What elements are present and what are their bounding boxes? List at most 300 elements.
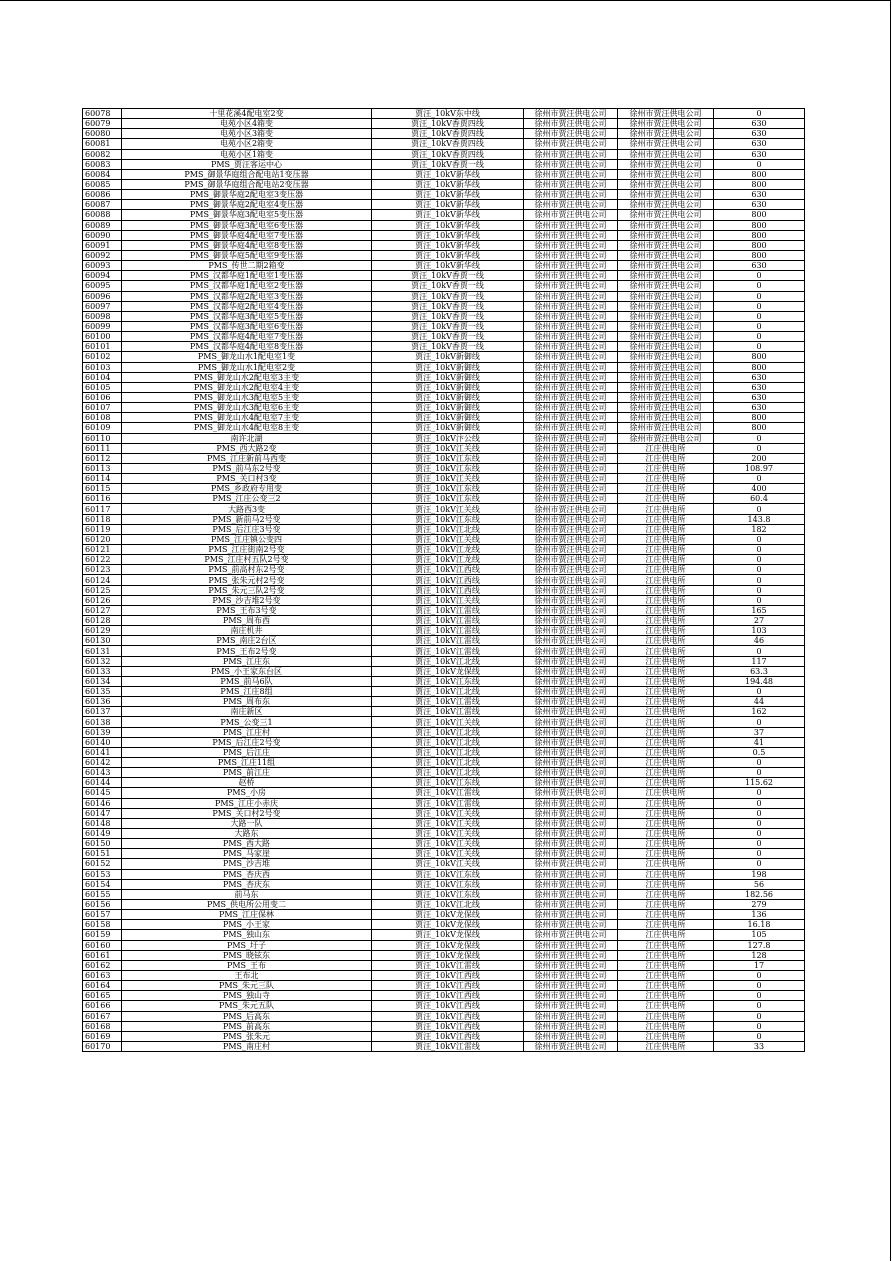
capacity-cell: 63.3 [714, 666, 805, 676]
table-row [83, 129, 805, 139]
supply-company-cell: 徐州市贾汪供电公司 [524, 747, 618, 757]
transformer-table-sheet [82, 108, 804, 1052]
supply-company-cell: 徐州市贾汪供电公司 [524, 311, 618, 321]
station-name-cell: PMS_乡政府专用变 [122, 484, 372, 494]
capacity-cell: 800 [714, 230, 805, 240]
supply-company-cell: 徐州市贾汪供电公司 [524, 534, 618, 544]
supply-company-cell: 徐州市贾汪供电公司 [524, 342, 618, 352]
table-row [83, 382, 805, 392]
supply-company-cell: 徐州市贾汪供电公司 [524, 555, 618, 565]
capacity-cell: 0 [714, 839, 805, 849]
capacity-cell: 108.97 [714, 463, 805, 473]
operating-unit-cell: 徐州市贾汪供电公司 [618, 372, 714, 382]
station-name-cell: PMS_江庄新前马西变 [122, 453, 372, 463]
station-name-cell: PMS_南庄2台区 [122, 636, 372, 646]
supply-company-cell: 徐州市贾汪供电公司 [524, 687, 618, 697]
capacity-cell: 630 [714, 372, 805, 382]
station-name-cell: PMS_小房 [122, 788, 372, 798]
supply-company-cell: 徐州市贾汪供电公司 [524, 656, 618, 666]
capacity-cell: 0 [714, 291, 805, 301]
row-id-cell: 60125 [83, 585, 122, 595]
feeder-line-cell: 贾汪_10kV新御线 [372, 372, 524, 382]
operating-unit-cell: 徐州市贾汪供电公司 [618, 332, 714, 342]
supply-company-cell: 徐州市贾汪供电公司 [524, 332, 618, 342]
supply-company-cell: 徐州市贾汪供电公司 [524, 737, 618, 747]
table-row [83, 463, 805, 473]
row-id-cell: 60089 [83, 220, 122, 230]
operating-unit-cell: 江庄供电所 [618, 707, 714, 717]
table-row [83, 200, 805, 210]
feeder-line-cell: 贾汪_10kV新御线 [372, 403, 524, 413]
supply-company-cell: 徐州市贾汪供电公司 [524, 778, 618, 788]
row-id-cell: 60146 [83, 798, 122, 808]
table-row [83, 169, 805, 179]
table-row [83, 230, 805, 240]
operating-unit-cell: 江庄供电所 [618, 687, 714, 697]
station-name-cell: PMS_御景华庭4配电室8变压器 [122, 240, 372, 250]
feeder-line-cell: 贾汪_10kV江关线 [372, 808, 524, 818]
row-id-cell: 60155 [83, 889, 122, 899]
station-name-cell: PMS_汉都华庭4配电室7变压器 [122, 332, 372, 342]
capacity-cell: 136 [714, 910, 805, 920]
operating-unit-cell: 徐州市贾汪供电公司 [618, 403, 714, 413]
supply-company-cell: 徐州市贾汪供电公司 [524, 818, 618, 828]
capacity-cell: 200 [714, 453, 805, 463]
feeder-line-cell: 贾汪_10kV江东线 [372, 463, 524, 473]
feeder-line-cell: 贾汪_10kV江东线 [372, 889, 524, 899]
capacity-cell: 0 [714, 504, 805, 514]
station-name-cell: 大路西3变 [122, 504, 372, 514]
capacity-cell: 194.48 [714, 676, 805, 686]
row-id-cell: 60106 [83, 392, 122, 402]
capacity-cell: 0 [714, 575, 805, 585]
operating-unit-cell: 江庄供电所 [618, 849, 714, 859]
supply-company-cell: 徐州市贾汪供电公司 [524, 1031, 618, 1041]
feeder-line-cell: 贾汪_10kV江雷线 [372, 798, 524, 808]
supply-company-cell: 徐州市贾汪供电公司 [524, 981, 618, 991]
station-name-cell: PMS_西大路 [122, 839, 372, 849]
supply-company-cell: 徐州市贾汪供电公司 [524, 200, 618, 210]
operating-unit-cell: 江庄供电所 [618, 443, 714, 453]
operating-unit-cell: 江庄供电所 [618, 818, 714, 828]
table-row [83, 636, 805, 646]
station-name-cell: PMS_汉都华庭2配电室4变压器 [122, 301, 372, 311]
feeder-line-cell: 贾汪_10kV香贾一线 [372, 342, 524, 352]
supply-company-cell: 徐州市贾汪供电公司 [524, 626, 618, 636]
supply-company-cell: 徐州市贾汪供电公司 [524, 646, 618, 656]
row-id-cell: 60091 [83, 240, 122, 250]
feeder-line-cell: 贾汪_10kV江雷线 [372, 960, 524, 970]
operating-unit-cell: 江庄供电所 [618, 758, 714, 768]
feeder-line-cell: 贾汪_10kV江关线 [372, 818, 524, 828]
feeder-line-cell: 贾汪_10kV江西线 [372, 970, 524, 980]
feeder-line-cell: 贾汪_10kV江关线 [372, 849, 524, 859]
feeder-line-cell: 贾汪_10kV江雷线 [372, 636, 524, 646]
table-row [83, 1011, 805, 1021]
feeder-line-cell: 贾汪_10kV香贾一线 [372, 281, 524, 291]
operating-unit-cell: 江庄供电所 [618, 981, 714, 991]
feeder-line-cell: 贾汪_10kV龙保线 [372, 940, 524, 950]
station-name-cell: PMS_御龙山水3配电室6主变 [122, 403, 372, 413]
table-row [83, 970, 805, 980]
row-id-cell: 60093 [83, 261, 122, 271]
supply-company-cell: 徐州市贾汪供电公司 [524, 676, 618, 686]
station-name-cell: PMS_朱元三队 [122, 981, 372, 991]
table-row [83, 453, 805, 463]
row-id-cell: 60149 [83, 828, 122, 838]
feeder-line-cell: 贾汪_10kV江北线 [372, 747, 524, 757]
table-row [83, 697, 805, 707]
row-id-cell: 60135 [83, 687, 122, 697]
table-row [83, 261, 805, 271]
table-row [83, 859, 805, 869]
station-name-cell: PMS_江庄公变三2 [122, 494, 372, 504]
feeder-line-cell: 贾汪_10kV江北线 [372, 768, 524, 778]
table-row [83, 119, 805, 129]
capacity-cell: 27 [714, 616, 805, 626]
station-name-cell: PMS_贾汪客运中心 [122, 159, 372, 169]
table-row [83, 352, 805, 362]
supply-company-cell: 徐州市贾汪供电公司 [524, 717, 618, 727]
operating-unit-cell: 徐州市贾汪供电公司 [618, 159, 714, 169]
operating-unit-cell: 江庄供电所 [618, 808, 714, 818]
operating-unit-cell: 徐州市贾汪供电公司 [618, 413, 714, 423]
row-id-cell: 60088 [83, 210, 122, 220]
feeder-line-cell: 贾汪_10kV新华线 [372, 210, 524, 220]
table-row [83, 555, 805, 565]
feeder-line-cell: 贾汪_10kV江东线 [372, 869, 524, 879]
table-row [83, 534, 805, 544]
capacity-cell: 400 [714, 484, 805, 494]
station-name-cell: PMS_御龙山水4配电室7主变 [122, 413, 372, 423]
operating-unit-cell: 江庄供电所 [618, 585, 714, 595]
supply-company-cell: 徐州市贾汪供电公司 [524, 950, 618, 960]
row-id-cell: 60120 [83, 534, 122, 544]
feeder-line-cell: 贾汪_10kV江关线 [372, 595, 524, 605]
operating-unit-cell: 徐州市贾汪供电公司 [618, 301, 714, 311]
feeder-line-cell: 贾汪_10kV江西线 [372, 575, 524, 585]
table-row [83, 666, 805, 676]
table-row [83, 605, 805, 615]
supply-company-cell: 徐州市贾汪供电公司 [524, 463, 618, 473]
capacity-cell: 56 [714, 879, 805, 889]
operating-unit-cell: 江庄供电所 [618, 697, 714, 707]
operating-unit-cell: 江庄供电所 [618, 605, 714, 615]
operating-unit-cell: 江庄供电所 [618, 727, 714, 737]
operating-unit-cell: 江庄供电所 [618, 524, 714, 534]
supply-company-cell: 徐州市贾汪供电公司 [524, 403, 618, 413]
station-name-cell: PMS_后高东 [122, 1011, 372, 1021]
table-row [83, 423, 805, 433]
feeder-line-cell: 贾汪_10kV新御线 [372, 382, 524, 392]
station-name-cell: PMS_御景华庭2配电室4变压器 [122, 200, 372, 210]
row-id-cell: 60126 [83, 595, 122, 605]
table-row [83, 788, 805, 798]
row-id-cell: 60129 [83, 626, 122, 636]
supply-company-cell: 徐州市贾汪供电公司 [524, 433, 618, 443]
supply-company-cell: 徐州市贾汪供电公司 [524, 859, 618, 869]
row-id-cell: 60160 [83, 940, 122, 950]
row-id-cell: 60092 [83, 250, 122, 260]
station-name-cell: PMS_后江庄2号变 [122, 737, 372, 747]
table-row [83, 778, 805, 788]
supply-company-cell: 徐州市贾汪供电公司 [524, 808, 618, 818]
row-id-cell: 60132 [83, 656, 122, 666]
capacity-cell: 800 [714, 179, 805, 189]
supply-company-cell: 徐州市贾汪供电公司 [524, 281, 618, 291]
capacity-cell: 162 [714, 707, 805, 717]
station-name-cell: PMS_汉都华庭3配电室6变压器 [122, 321, 372, 331]
feeder-line-cell: 贾汪_10kV香贾一线 [372, 271, 524, 281]
row-id-cell: 60108 [83, 413, 122, 423]
station-name-cell: PMS_前高村东2号变 [122, 565, 372, 575]
station-name-cell: PMS_后江庄 [122, 747, 372, 757]
supply-company-cell: 徐州市贾汪供电公司 [524, 109, 618, 119]
station-name-cell: PMS_后江庄3号变 [122, 524, 372, 534]
supply-company-cell: 徐州市贾汪供电公司 [524, 940, 618, 950]
station-name-cell: PMS_传世二期2箱变 [122, 261, 372, 271]
supply-company-cell: 徐州市贾汪供电公司 [524, 879, 618, 889]
capacity-cell: 0 [714, 271, 805, 281]
supply-company-cell: 徐州市贾汪供电公司 [524, 585, 618, 595]
row-id-cell: 60143 [83, 768, 122, 778]
feeder-line-cell: 贾汪_10kV江雷线 [372, 646, 524, 656]
table-row [83, 828, 805, 838]
feeder-line-cell: 贾汪_10kV香贾四线 [372, 119, 524, 129]
supply-company-cell: 徐州市贾汪供电公司 [524, 372, 618, 382]
station-name-cell: PMS_前马东2号变 [122, 463, 372, 473]
feeder-line-cell: 贾汪_10kV江关线 [372, 504, 524, 514]
supply-company-cell: 徐州市贾汪供电公司 [524, 910, 618, 920]
capacity-cell: 198 [714, 869, 805, 879]
supply-company-cell: 徐州市贾汪供电公司 [524, 636, 618, 646]
capacity-cell: 182 [714, 524, 805, 534]
operating-unit-cell: 江庄供电所 [618, 889, 714, 899]
row-id-cell: 60124 [83, 575, 122, 585]
row-id-cell: 60148 [83, 818, 122, 828]
station-name-cell: PMS_杏庆西 [122, 869, 372, 879]
row-id-cell: 60162 [83, 960, 122, 970]
row-id-cell: 60141 [83, 747, 122, 757]
capacity-cell: 0 [714, 1031, 805, 1041]
operating-unit-cell: 江庄供电所 [618, 839, 714, 849]
row-id-cell: 60111 [83, 443, 122, 453]
feeder-line-cell: 贾汪_10kV香贾一线 [372, 332, 524, 342]
row-id-cell: 60157 [83, 910, 122, 920]
operating-unit-cell: 徐州市贾汪供电公司 [618, 362, 714, 372]
supply-company-cell: 徐州市贾汪供电公司 [524, 382, 618, 392]
operating-unit-cell: 江庄供电所 [618, 1031, 714, 1041]
feeder-line-cell: 贾汪_10kV江关线 [372, 828, 524, 838]
operating-unit-cell: 徐州市贾汪供电公司 [618, 169, 714, 179]
table-row [83, 332, 805, 342]
capacity-cell: 630 [714, 403, 805, 413]
table-row [83, 291, 805, 301]
row-id-cell: 60116 [83, 494, 122, 504]
supply-company-cell: 徐州市贾汪供电公司 [524, 159, 618, 169]
table-row [83, 342, 805, 352]
capacity-cell: 630 [714, 129, 805, 139]
supply-company-cell: 徐州市贾汪供电公司 [524, 707, 618, 717]
operating-unit-cell: 徐州市贾汪供电公司 [618, 220, 714, 230]
station-name-cell: PMS_前江庄 [122, 768, 372, 778]
row-id-cell: 60138 [83, 717, 122, 727]
operating-unit-cell: 徐州市贾汪供电公司 [618, 281, 714, 291]
table-body [83, 109, 805, 1052]
supply-company-cell: 徐州市贾汪供电公司 [524, 839, 618, 849]
supply-company-cell: 徐州市贾汪供电公司 [524, 230, 618, 240]
supply-company-cell: 徐州市贾汪供电公司 [524, 352, 618, 362]
capacity-cell: 630 [714, 382, 805, 392]
operating-unit-cell: 江庄供电所 [618, 778, 714, 788]
row-id-cell: 60080 [83, 129, 122, 139]
operating-unit-cell: 徐州市贾汪供电公司 [618, 382, 714, 392]
operating-unit-cell: 徐州市贾汪供电公司 [618, 250, 714, 260]
capacity-cell: 0.5 [714, 747, 805, 757]
operating-unit-cell: 江庄供电所 [618, 565, 714, 575]
capacity-cell: 128 [714, 950, 805, 960]
supply-company-cell: 徐州市贾汪供电公司 [524, 484, 618, 494]
table-row [83, 1031, 805, 1041]
operating-unit-cell: 徐州市贾汪供电公司 [618, 291, 714, 301]
feeder-line-cell: 贾汪_10kV江雷线 [372, 707, 524, 717]
capacity-cell: 0 [714, 768, 805, 778]
capacity-cell: 0 [714, 109, 805, 119]
supply-company-cell: 徐州市贾汪供电公司 [524, 1041, 618, 1051]
table-row [83, 930, 805, 940]
supply-company-cell: 徐州市贾汪供电公司 [524, 616, 618, 626]
station-name-cell: PMS_周布东 [122, 697, 372, 707]
station-name-cell: PMS_南庄村 [122, 1041, 372, 1051]
capacity-cell: 630 [714, 261, 805, 271]
supply-company-cell: 徐州市贾汪供电公司 [524, 210, 618, 220]
table-row [83, 210, 805, 220]
feeder-line-cell: 贾汪_10kV江龙线 [372, 545, 524, 555]
row-id-cell: 60081 [83, 139, 122, 149]
capacity-cell: 0 [714, 818, 805, 828]
table-row [83, 646, 805, 656]
station-name-cell: PMS_江庄小赤庆 [122, 798, 372, 808]
operating-unit-cell: 江庄供电所 [618, 504, 714, 514]
station-name-cell: PMS_前马6队 [122, 676, 372, 686]
station-name-cell: PMS_小王家东台区 [122, 666, 372, 676]
operating-unit-cell: 徐州市贾汪供电公司 [618, 423, 714, 433]
row-id-cell: 60144 [83, 778, 122, 788]
feeder-line-cell: 贾汪_10kV江西线 [372, 1011, 524, 1021]
table-row [83, 504, 805, 514]
capacity-cell: 800 [714, 210, 805, 220]
supply-company-cell: 徐州市贾汪供电公司 [524, 524, 618, 534]
capacity-cell: 16.18 [714, 920, 805, 930]
operating-unit-cell: 江庄供电所 [618, 828, 714, 838]
table-row [83, 271, 805, 281]
capacity-cell: 800 [714, 169, 805, 179]
supply-company-cell: 徐州市贾汪供电公司 [524, 321, 618, 331]
row-id-cell: 60103 [83, 362, 122, 372]
feeder-line-cell: 贾汪_10kV江北线 [372, 656, 524, 666]
capacity-cell: 0 [714, 585, 805, 595]
operating-unit-cell: 江庄供电所 [618, 1041, 714, 1051]
feeder-line-cell: 贾汪_10kV江关线 [372, 474, 524, 484]
station-name-cell: PMS_晓铉东 [122, 950, 372, 960]
station-name-cell: PMS_张朱元村2号变 [122, 575, 372, 585]
table-row [83, 687, 805, 697]
supply-company-cell: 徐州市贾汪供电公司 [524, 899, 618, 909]
row-id-cell: 60087 [83, 200, 122, 210]
station-name-cell: PMS_汉都华庭2配电室3变压器 [122, 291, 372, 301]
operating-unit-cell: 徐州市贾汪供电公司 [618, 119, 714, 129]
row-id-cell: 60169 [83, 1031, 122, 1041]
table-row [83, 484, 805, 494]
station-name-cell: 赵桥 [122, 778, 372, 788]
supply-company-cell: 徐州市贾汪供电公司 [524, 514, 618, 524]
supply-company-cell: 徐州市贾汪供电公司 [524, 504, 618, 514]
feeder-line-cell: 贾汪_10kV新华线 [372, 179, 524, 189]
operating-unit-cell: 徐州市贾汪供电公司 [618, 200, 714, 210]
feeder-line-cell: 贾汪_10kV新华线 [372, 240, 524, 250]
supply-company-cell: 徐州市贾汪供电公司 [524, 220, 618, 230]
capacity-cell: 630 [714, 119, 805, 129]
row-id-cell: 60167 [83, 1011, 122, 1021]
table-row [83, 514, 805, 524]
capacity-cell: 0 [714, 849, 805, 859]
capacity-cell: 800 [714, 220, 805, 230]
row-id-cell: 60153 [83, 869, 122, 879]
row-id-cell: 60099 [83, 321, 122, 331]
capacity-cell: 33 [714, 1041, 805, 1051]
table-row [83, 920, 805, 930]
capacity-cell: 165 [714, 605, 805, 615]
row-id-cell: 60123 [83, 565, 122, 575]
table-row [83, 768, 805, 778]
table-row [83, 879, 805, 889]
row-id-cell: 60145 [83, 788, 122, 798]
operating-unit-cell: 江庄供电所 [618, 869, 714, 879]
feeder-line-cell: 贾汪_10kV江雷线 [372, 788, 524, 798]
supply-company-cell: 徐州市贾汪供电公司 [524, 697, 618, 707]
row-id-cell: 60156 [83, 899, 122, 909]
feeder-line-cell: 贾汪_10kV江东线 [372, 494, 524, 504]
table-row [83, 179, 805, 189]
station-name-cell: PMS_汉都华庭4配电室8变压器 [122, 342, 372, 352]
feeder-line-cell: 贾汪_10kV江西线 [372, 991, 524, 1001]
operating-unit-cell: 江庄供电所 [618, 991, 714, 1001]
station-name-cell: 王布北 [122, 970, 372, 980]
operating-unit-cell: 江庄供电所 [618, 484, 714, 494]
station-name-cell: 大路东 [122, 828, 372, 838]
table-row [83, 737, 805, 747]
station-name-cell: PMS_王布3号变 [122, 605, 372, 615]
capacity-cell: 17 [714, 960, 805, 970]
capacity-cell: 0 [714, 443, 805, 453]
station-name-cell: PMS_关口村2号变 [122, 808, 372, 818]
supply-company-cell: 徐州市贾汪供电公司 [524, 240, 618, 250]
feeder-line-cell: 贾汪_10kV江雷线 [372, 626, 524, 636]
row-id-cell: 60101 [83, 342, 122, 352]
capacity-cell: 0 [714, 342, 805, 352]
station-name-cell: PMS_王布 [122, 960, 372, 970]
operating-unit-cell: 徐州市贾汪供电公司 [618, 230, 714, 240]
feeder-line-cell: 贾汪_10kV江西线 [372, 565, 524, 575]
row-id-cell: 60119 [83, 524, 122, 534]
table-row [83, 281, 805, 291]
supply-company-cell: 徐州市贾汪供电公司 [524, 849, 618, 859]
feeder-line-cell: 贾汪_10kV江东线 [372, 453, 524, 463]
row-id-cell: 60086 [83, 190, 122, 200]
operating-unit-cell: 江庄供电所 [618, 646, 714, 656]
supply-company-cell: 徐州市贾汪供电公司 [524, 595, 618, 605]
feeder-line-cell: 贾汪_10kV江西线 [372, 1021, 524, 1031]
